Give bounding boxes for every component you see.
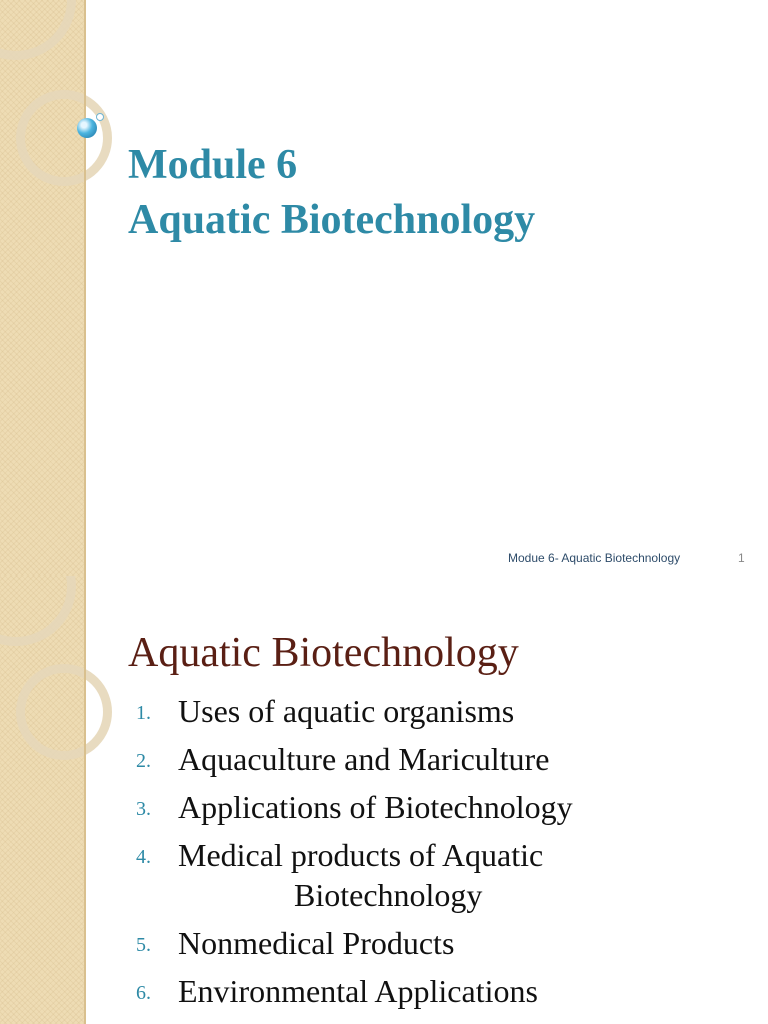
blue-bubble-icon: [77, 118, 97, 138]
slide-1-title: [128, 138, 535, 248]
list-item-text: Medical products of Aquatic: [178, 837, 544, 873]
slide-2: [0, 576, 768, 1024]
list-item: [130, 923, 750, 963]
slide-2-title: Aquatic Biotechnology: [128, 630, 519, 676]
list-item-number: 4.: [136, 846, 151, 868]
list-item: [130, 787, 750, 827]
decorative-arc: [16, 90, 112, 186]
decorative-arc: [0, 576, 76, 646]
decorative-arc: [0, 0, 76, 60]
topic-list: [130, 691, 750, 1019]
list-item-number: 1.: [136, 702, 151, 724]
list-item-text: Environmental Applications: [178, 973, 538, 1009]
list-item-text: Applications of Biotechnology: [178, 789, 573, 825]
title-line-1: Module 6: [128, 142, 298, 188]
list-item: [130, 971, 750, 1011]
list-item-text: Nonmedical Products: [178, 925, 455, 961]
page-number: 1: [738, 551, 745, 565]
list-item-number: 2.: [136, 750, 151, 772]
list-item-number: 3.: [136, 798, 151, 820]
list-item: [130, 691, 750, 731]
list-item: [130, 835, 750, 915]
list-item-number: 5.: [136, 934, 151, 956]
list-item-number: 6.: [136, 982, 151, 1004]
list-item: [130, 739, 750, 779]
slide-footer: Modue 6- Aquatic Biotechnology: [508, 551, 681, 565]
decorative-side-band: [0, 576, 84, 1024]
band-edge-line: [84, 576, 86, 1024]
list-item-text: Aquaculture and Mariculture: [178, 741, 550, 777]
title-line-2: Aquatic Biotechnology: [128, 197, 536, 243]
list-item-continuation: Biotechnology: [294, 877, 483, 913]
small-bubble-icon: [96, 113, 104, 121]
band-edge-line: [84, 0, 86, 576]
decorative-arc: [16, 664, 112, 760]
decorative-side-band: [0, 0, 84, 576]
list-item-text: Uses of aquatic organisms: [178, 693, 515, 729]
